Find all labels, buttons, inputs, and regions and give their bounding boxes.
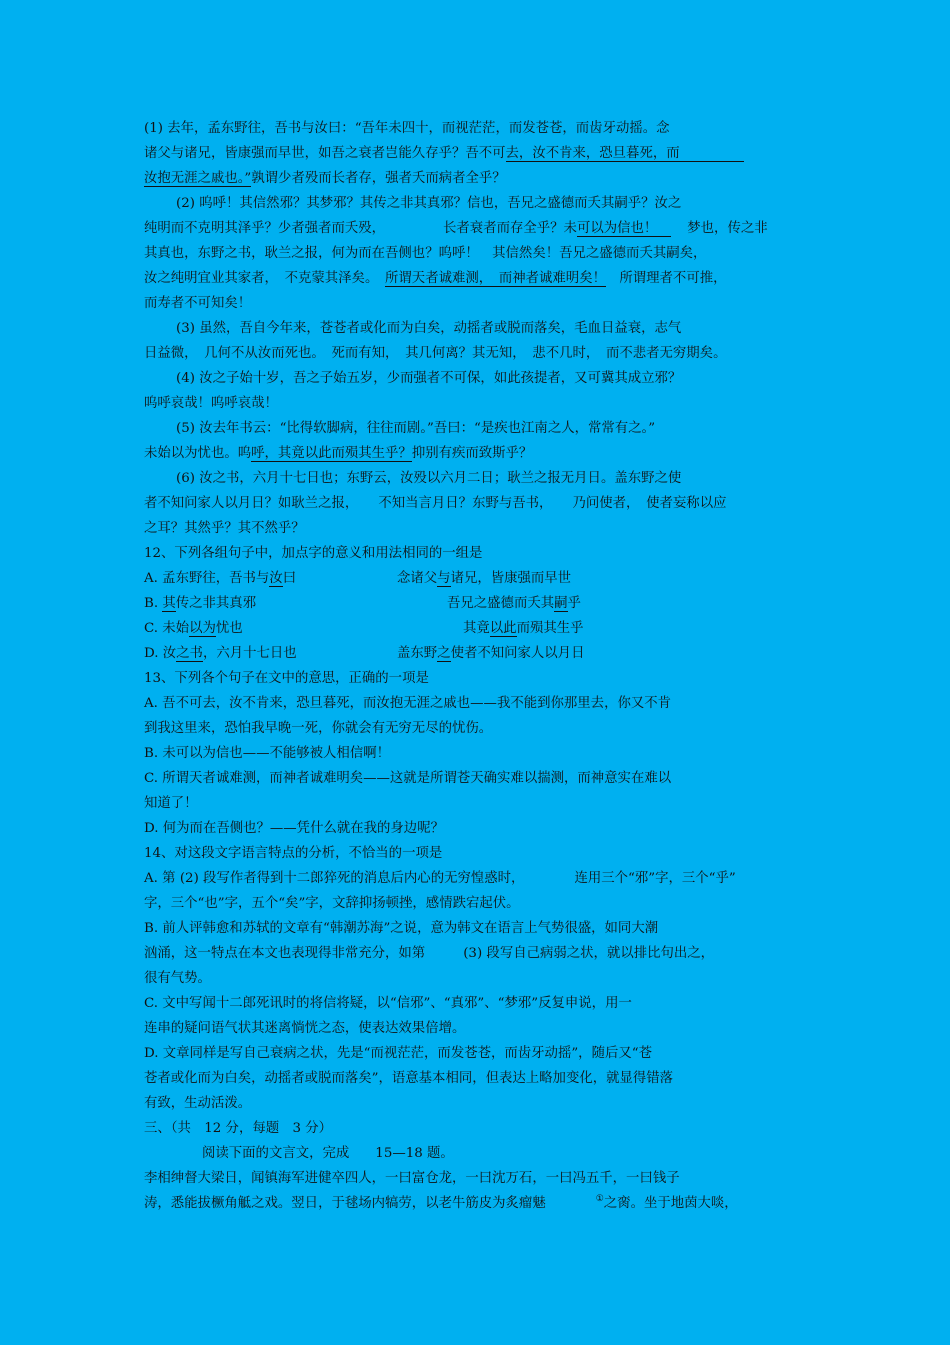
q14-option-b-line2 (144, 944, 714, 964)
para1-line1: (1) 去年，孟东野往，吾书与汝曰：“吾年未四十，而视茫茫，而发苍苍，而齿牙动摇。念 (144, 121, 670, 136)
text-segment: 乎 (567, 596, 581, 611)
text-segment: 忧也 (215, 621, 243, 636)
q14-option-b-line1: B. 前人评韩愈和苏轼的文章有“韩潮苏海”之说，意为韩文在语言上气势很盛，如同大潮 (144, 921, 659, 936)
q14-option-d-line1: D. 文章同样是写自己衰病之状，先是“而视茫茫，而发苍苍，而齿牙动摇”，随后又“苍 (144, 1046, 652, 1061)
text-segment: 汝之纯明宜业其家者， 不克蒙其泽矣。 (144, 271, 372, 286)
q12-option-d-compare (397, 644, 584, 664)
q13-option-c-line2: 知道了！ (144, 796, 198, 811)
q12-option-b-compare (447, 594, 581, 614)
q12-option-c (144, 619, 243, 639)
q12-option-a-compare (397, 569, 571, 589)
para5-line2 (144, 444, 532, 464)
text-segment: A. 孟东野往，吾书与 (144, 571, 270, 586)
para6-line3: 之耳？其然乎？其不然乎？ (144, 521, 305, 536)
q12-option-c-compare (463, 619, 584, 639)
q14-option-c-line2: 连串的疑问语气状其迷离惝恍之态，使表达效果倍增。 (144, 1021, 466, 1036)
q13-option-d: D. 何为而在吾侧也？——凭什么就在我的身边呢？ (144, 821, 444, 836)
q13-option-c-line1: C. 所谓天者诚难测，而神者诚难明矣——这就是所谓苍天确实难以揣测，而神意实在难以 (144, 771, 672, 786)
text-segment: 15—18 题。 (375, 1146, 454, 1161)
text-segment: 阅读下面的文言文，完成 (202, 1146, 350, 1161)
marked-char: 其 (162, 596, 176, 611)
para1-line3 (144, 169, 506, 189)
underlined-text: 所谓天者诚难测， 而神者诚难明矣！ (385, 271, 606, 286)
underlined-text: 汝抱无涯之戚也。” (144, 171, 252, 186)
para4-line2: 呜呼哀哉！呜呼哀哉！ (144, 396, 278, 411)
section-3-passage-line2 (144, 1194, 738, 1214)
q14-option-d-line2: 苍者或化而为白矣，动摇者或脱而落矣”，语意基本相同，但表达上略加变化，就显得错落 (144, 1071, 674, 1086)
para6-line2: 者不知问家人以月日？如耿兰之报， 不知当言月日？东野与吾书， 乃问使者， 使者妄称以应 (144, 496, 727, 511)
marked-char: 之 (437, 646, 451, 661)
text-segment: 梦也，传之非 (687, 221, 768, 236)
text-segment: 连用三个“邪”字，三个“乎” (574, 871, 736, 886)
text-segment: (3) 段写自己病弱之状，就以排比句出之， (463, 946, 715, 961)
q13-option-a-line1: A. 吾不可去，汝不肯来，恐旦暮死，而汝抱无涯之戚也——我不能到你那里去，你又不肯 (144, 696, 672, 711)
text-segment: 诸父与诸兄，皆康强而早世，如吾之衰者岂能久存乎？吾不可 (144, 146, 506, 161)
underlined-text: 可以为信也！ (577, 221, 671, 237)
text-segment: 传之非其真邪 (175, 596, 257, 611)
para5-line1: (5) 汝去年书云：“比得软脚病，往往而剧。”吾曰：“是疾也江南之人，常常有之。” (176, 421, 656, 436)
text-segment: 长者衰者而存全乎？未 (443, 221, 577, 236)
footnote-marker: ① (595, 1194, 604, 1204)
q13-option-b: B. 未可以为信也——不能够被人相信啊！ (144, 746, 390, 761)
para2-line2 (144, 219, 768, 239)
q12-option-b (144, 594, 256, 614)
text-segment: 使者不知问家人以月日 (450, 646, 585, 661)
text-segment: A. 第 (2) 段写作者得到十二郎猝死的消息后内心的无穷惶惑时， (144, 871, 525, 886)
text-segment: 所谓理者不可推， (619, 271, 727, 286)
q14-option-c-line1: C. 文中写闻十二郎死讯时的将信将疑，以“信邪”、“真邪”、“梦邪”反复申说，用一 (144, 996, 632, 1011)
text-segment: 汹涌，这一特点在本文也表现得非常充分，如第 (144, 946, 426, 961)
section-3-intro (202, 1144, 454, 1164)
text-segment: D. 汝 (144, 646, 177, 661)
text-segment: 曰 (282, 571, 297, 586)
text-segment: B. (144, 596, 163, 611)
text-segment: 未始以为忧也。呜 (144, 446, 252, 461)
marked-char: 与 (437, 571, 451, 586)
marked-char: 以此 (489, 621, 517, 636)
text-segment: 诸兄，皆康强而早世 (450, 571, 572, 586)
text-segment: 念诸父 (397, 571, 438, 586)
text-segment: 之脔。坐于地茵大啖， (603, 1196, 738, 1211)
para2-line1: (2) 呜呼！其信然邪？其梦邪？其传之非其真邪？信也，吾兄之盛德而夭其嗣乎？汝之 (176, 196, 682, 211)
text-segment: C. 未始 (144, 621, 190, 636)
underlined-text: 呼，其竟以此而殒其生乎？ (251, 446, 412, 461)
underlined-text: 去，汝不肯来，恐旦暮死，而 (506, 146, 744, 162)
marked-char: 汝 (269, 571, 283, 586)
section-3-passage-line1: 李相绅督大梁日，闻镇海军进健卒四人，一曰富仓龙，一曰沈万石，一曰冯五千，一曰钱子 (144, 1171, 680, 1186)
text-segment: 涛，悉能拔橛角觝之戏。翌日，于毬场内犒劳，以老牛筋皮为炙瘤魅 (144, 1196, 546, 1211)
para1-line2 (144, 144, 744, 164)
para2-line5: 而寿者不可知矣！ (144, 296, 252, 311)
para3-line1: (3) 虽然，吾自今年来，苍苍者或化而为白矣，动摇者或脱而落矣，毛血日益衰，志气 (176, 321, 682, 336)
q14-option-d-line3: 有致，生动活泼。 (144, 1096, 252, 1111)
question-14-stem: 14、对这段文字语言特点的分析，不恰当的一项是 (144, 846, 443, 861)
para3-line2: 日益微， 几何不从汝而死也。 死而有知， 其几何离？其无知， 悲不几时， 而不悲者无穷期矣。 (144, 346, 727, 361)
text-segment: 纯明而不克明其泽乎？少者强者而夭殁， (144, 221, 386, 236)
para4-line1: (4) 汝之子始十岁，吾之子始五岁，少而强者不可保，如此孩提者，又可冀其成立邪？ (176, 371, 682, 386)
para2-line3: 其真也，东野之书，耿兰之报，何为而在吾侧也？呜呼！ 其信然矣！吾兄之盛德而夭其嗣矣， (144, 246, 707, 261)
text-segment: 盖东野 (397, 646, 438, 661)
question-12-stem: 12、下列各组句子中，加点字的意义和用法相同的一组是 (144, 546, 483, 561)
q14-option-a-line2: 字，三个“也”字，五个“矣”字，文辞抑扬顿挫，感情跌宕起伏。 (144, 896, 520, 911)
marked-char: 以为 (189, 621, 216, 636)
q12-option-a (144, 569, 296, 589)
para2-line4 (144, 269, 727, 289)
q13-option-a-line2: 到我这里来，恐怕我早晚一死，你就会有无穷无尽的忧伤。 (144, 721, 493, 736)
text-segment: 其竟 (463, 621, 490, 636)
text-segment: 孰谓少者殁而长者存，强者夭而病者全乎？ (251, 171, 506, 186)
text-segment: ，六月十七日也 (202, 646, 297, 661)
question-13-stem: 13、下列各个句子在文中的意思，正确的一项是 (144, 671, 429, 686)
section-3-heading: 三、（共 12 分，每题 3 分） (144, 1121, 333, 1136)
q12-option-d (144, 644, 297, 664)
marked-char: 之书 (176, 646, 203, 661)
text-segment: 抑别有疾而致斯乎？ (411, 446, 533, 461)
q14-option-b-line3: 很有气势。 (144, 971, 211, 986)
para6-line1: (6) 汝之书，六月十七日也；东野云，汝殁以六月二日；耿兰之报无月日。盖东野之使 (176, 471, 682, 486)
q14-option-a-line1 (144, 869, 736, 889)
marked-char: 嗣 (554, 596, 568, 611)
text-segment: 而殒其生乎 (516, 621, 584, 636)
text-segment: 吾兄之盛德而夭其 (447, 596, 555, 611)
